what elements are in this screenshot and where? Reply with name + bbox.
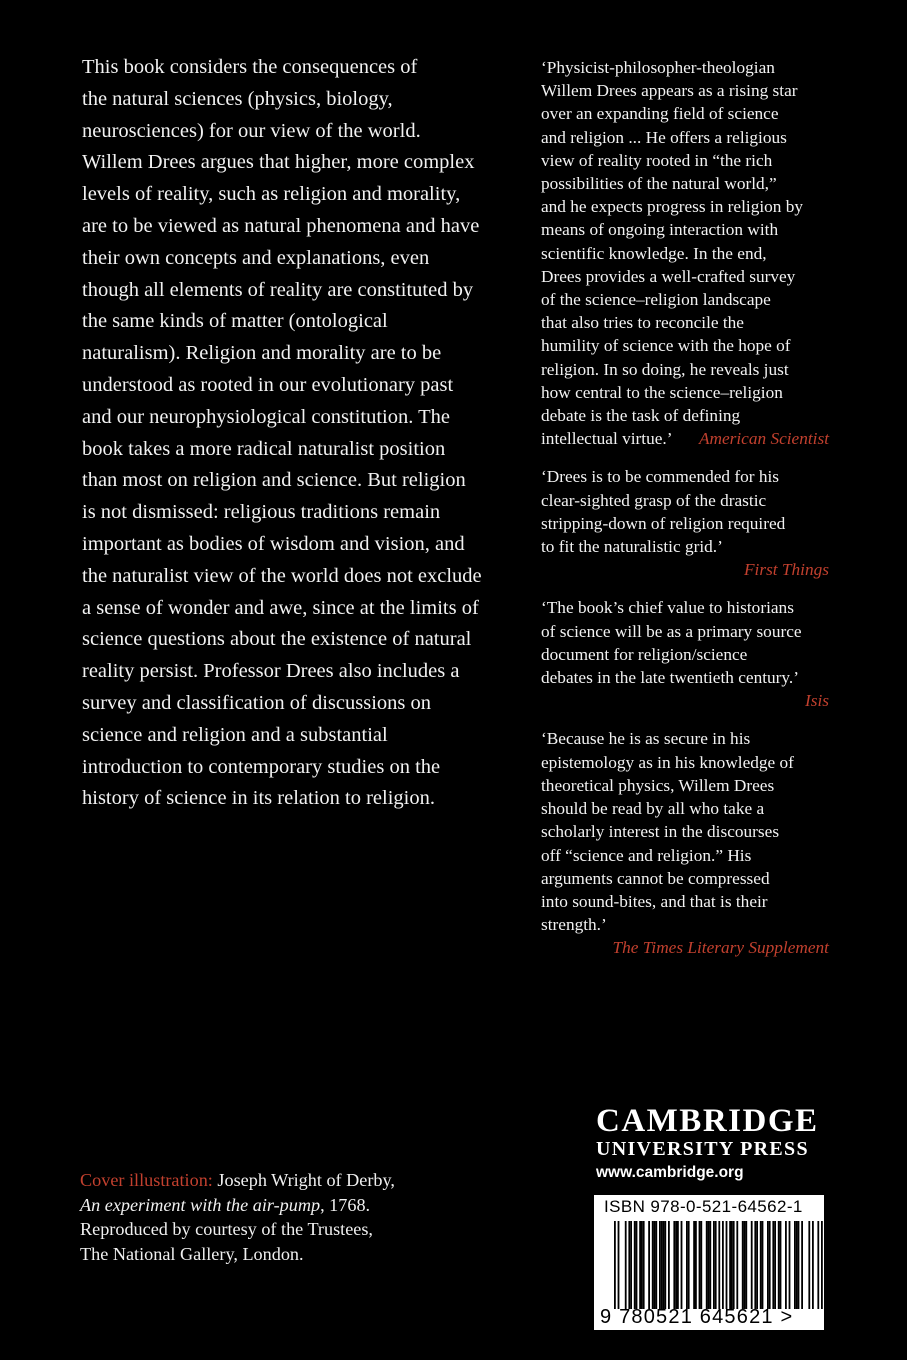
blurb-line: the naturalist view of the world does not exclude [82, 564, 482, 587]
barcode-bar [648, 1221, 650, 1309]
review-isis [541, 596, 841, 712]
barcode-bar [762, 1221, 764, 1309]
review-line: ‘Drees is to be commended for his [541, 467, 780, 487]
barcode-bar [630, 1221, 632, 1309]
blurb-line: survey and classification of discussions on [82, 691, 432, 714]
credit-artist: Joseph Wright of Derby, [212, 1170, 395, 1190]
barcode-bar [709, 1221, 711, 1309]
blurb-line: history of science in its relation to religion. [82, 787, 435, 810]
barcode-bar [652, 1221, 654, 1309]
barcode-bar [673, 1221, 675, 1309]
review-line: of the science–religion landscape [541, 290, 771, 310]
barcode-bar [778, 1221, 780, 1309]
barcode-bar [769, 1221, 771, 1309]
barcode-bar [745, 1221, 747, 1309]
blurb-line: the natural sciences (physics, biology, [82, 87, 393, 110]
review-line: that also tries to reconcile the [541, 313, 744, 333]
barcode-bar [767, 1221, 769, 1309]
review-line: ‘Physicist-philosopher-theologian [541, 58, 775, 77]
isbn-barcode [594, 1195, 824, 1330]
review-line: over an expanding field of science [541, 104, 779, 124]
blurb-line: understood as rooted in our evolutionary past [82, 373, 454, 396]
barcode-bar [634, 1221, 636, 1309]
credit-line [80, 1168, 440, 1193]
credit-year: , 1768. [320, 1194, 371, 1215]
blurb-line: Willem Drees argues that higher, more complex [82, 151, 475, 174]
review-line: and religion ... He offers a religious [541, 127, 787, 147]
barcode-bar [639, 1221, 641, 1309]
barcode-bar [706, 1221, 708, 1309]
review-line: into sound-bites, and that is their [541, 891, 768, 911]
barcode-bar [794, 1221, 796, 1309]
blurb-line: naturalism). Religion and morality are to be [82, 342, 442, 365]
blurb-line: levels of reality, such as religion and morality, [82, 183, 461, 206]
barcode-bar [760, 1221, 762, 1309]
barcode-bar [661, 1221, 663, 1309]
barcode-bar [772, 1221, 774, 1309]
review-line: stripping-down of religion required [541, 513, 786, 533]
blurb-line: are to be viewed as natural phenomena and have [82, 214, 480, 237]
review-line: scientific knowledge. In the end, [541, 243, 767, 263]
review-line: humility of science with the hope of [541, 336, 791, 356]
barcode-bar [695, 1221, 697, 1309]
blurb-line: is not dismissed: religious traditions remain [82, 501, 441, 524]
blurb-line: science questions about the existence of natural [82, 628, 472, 651]
credit-line: The National Gallery, London. [80, 1243, 304, 1264]
blurb-line: a sense of wonder and awe, since at the limits of [82, 596, 479, 619]
review-line: debate is the task of defining [541, 406, 741, 426]
blurb-line: book takes a more radical naturalist position [82, 437, 446, 460]
review-line: document for religion/science [541, 644, 748, 664]
review-line: ‘The book’s chief value to historians [541, 598, 794, 618]
review-source: First Things [744, 560, 829, 580]
barcode-bar [668, 1221, 670, 1309]
barcode-bar [664, 1221, 666, 1309]
barcode-bar [785, 1221, 787, 1309]
publisher-logo [596, 1104, 828, 1183]
barcode-bar [731, 1221, 733, 1309]
barcode-bar [798, 1221, 800, 1309]
barcode-bar [756, 1221, 758, 1309]
barcode-bar [718, 1221, 720, 1309]
barcode-bar [643, 1221, 645, 1309]
blurb-line: and our neurophysiological constitution. The [82, 405, 450, 428]
review-quotes [541, 56, 841, 975]
review-line: how central to the science–religion [541, 382, 783, 402]
barcode-bar [636, 1221, 638, 1309]
publisher-name: CAMBRIDGE [596, 1103, 819, 1139]
barcode-bar [677, 1221, 679, 1309]
review-line: to fit the naturalistic grid.’ [541, 537, 723, 557]
barcode-bar [708, 1221, 710, 1309]
review-source: Isis [804, 691, 829, 711]
barcode-bar [736, 1221, 738, 1309]
barcode-bar [625, 1221, 627, 1309]
review-line: theoretical physics, Willem Drees [541, 775, 775, 795]
blurb-line: than most on religion and science. But religion [82, 469, 466, 492]
barcode-bar [700, 1221, 702, 1309]
barcode-bar [675, 1221, 677, 1309]
blurb-line: important as bodies of wisdom and vision, and [82, 532, 465, 555]
barcode-bar [614, 1221, 616, 1309]
review-first-things [541, 465, 841, 581]
barcode-bar [659, 1221, 661, 1309]
review-line: epistemology as in his knowledge of [541, 752, 794, 772]
review-line: strength.’ [541, 915, 607, 935]
review-line: clear-sighted grasp of the drastic [541, 490, 767, 510]
barcode-bar [774, 1221, 776, 1309]
review-line: off “science and religion.” His [541, 845, 752, 865]
credit-line [80, 1193, 440, 1218]
review-source: The Times Literary Supplement [612, 938, 829, 958]
barcode-bar [808, 1221, 810, 1309]
review-line: should be read by all who take a [541, 799, 765, 819]
barcode-bar [817, 1221, 819, 1309]
barcode-bar [663, 1221, 665, 1309]
review-line: scholarly interest in the discourses [541, 822, 780, 842]
barcode-bar [789, 1221, 791, 1309]
review-line: means of ongoing interaction with [541, 220, 779, 240]
barcode-bar [688, 1221, 690, 1309]
barcode-bar [742, 1221, 744, 1309]
review-line: intellectual virtue.’ [541, 429, 673, 449]
blurb-line: reality persist. Professor Drees also includes a [82, 660, 460, 683]
review-line: Drees provides a well-crafted survey [541, 266, 796, 286]
credit-line: Reproduced by courtesy of the Trustees, [80, 1219, 373, 1240]
barcode-bar [686, 1221, 688, 1309]
barcode-bar [655, 1221, 657, 1309]
review-times-literary-supplement [541, 727, 841, 959]
blurb-line: This book considers the consequences of [82, 56, 418, 78]
review-line: possibilities of the natural world,” [541, 174, 777, 194]
barcode-bar [729, 1221, 731, 1309]
barcode-bar [699, 1221, 701, 1309]
barcode-bar [713, 1221, 715, 1309]
blurb-line: their own concepts and explanations, even [82, 246, 430, 269]
blurb-line: introduction to contemporary studies on the [82, 755, 441, 778]
publisher-url: www.cambridge.org [596, 1164, 744, 1181]
review-line: of science will be as a primary source [541, 621, 802, 641]
blurb-line: science and religion and a substantial [82, 723, 388, 746]
barcode-bar [681, 1221, 683, 1309]
review-line: arguments cannot be compressed [541, 868, 770, 888]
barcode-bar [693, 1221, 695, 1309]
blurb-line: neurosciences) for our view of the world. [82, 119, 421, 142]
barcode-bar [733, 1221, 735, 1309]
review-line: Willem Drees appears as a rising star [541, 81, 798, 101]
blurb-line: the same kinds of matter (ontological [82, 310, 388, 333]
barcode-bar [744, 1221, 746, 1309]
barcode-bar [796, 1221, 798, 1309]
credit-label: Cover illustration: [80, 1170, 213, 1190]
credit-artwork-title: An experiment with the air-pump [80, 1194, 321, 1215]
review-american-scientist [541, 56, 841, 450]
barcode-bar [801, 1221, 803, 1309]
barcode-bar [754, 1221, 756, 1309]
back-cover-blurb [82, 52, 502, 815]
review-line: and he expects progress in religion by [541, 197, 804, 217]
barcode-bar [654, 1221, 656, 1309]
barcode-bar [780, 1221, 782, 1309]
isbn-label: ISBN 978-0-521-64562-1 [604, 1197, 803, 1216]
barcode-bar [618, 1221, 620, 1309]
review-line: debates in the late twentieth century.’ [541, 668, 799, 688]
barcode-bar [641, 1221, 643, 1309]
review-last-line [541, 427, 841, 450]
review-line: ‘Because he is as secure in his [541, 729, 751, 749]
barcode-bar [715, 1221, 717, 1309]
review-line: religion. In so doing, he reveals just [541, 359, 789, 379]
barcode-bar [722, 1221, 724, 1309]
publisher-subtitle: UNIVERSITY PRESS [596, 1138, 809, 1160]
barcode-bar [812, 1221, 814, 1309]
barcode-bar [628, 1221, 630, 1309]
review-source: American Scientist [698, 429, 829, 449]
barcode-bar [751, 1221, 753, 1309]
blurb-line: though all elements of reality are constituted by [82, 278, 474, 301]
barcode-bar [726, 1221, 728, 1309]
review-line: view of reality rooted in “the rich [541, 150, 773, 170]
barcode-bar [821, 1221, 823, 1309]
barcode-digits: 9 780521 645621 > [600, 1306, 794, 1328]
cover-credit [80, 1168, 440, 1266]
